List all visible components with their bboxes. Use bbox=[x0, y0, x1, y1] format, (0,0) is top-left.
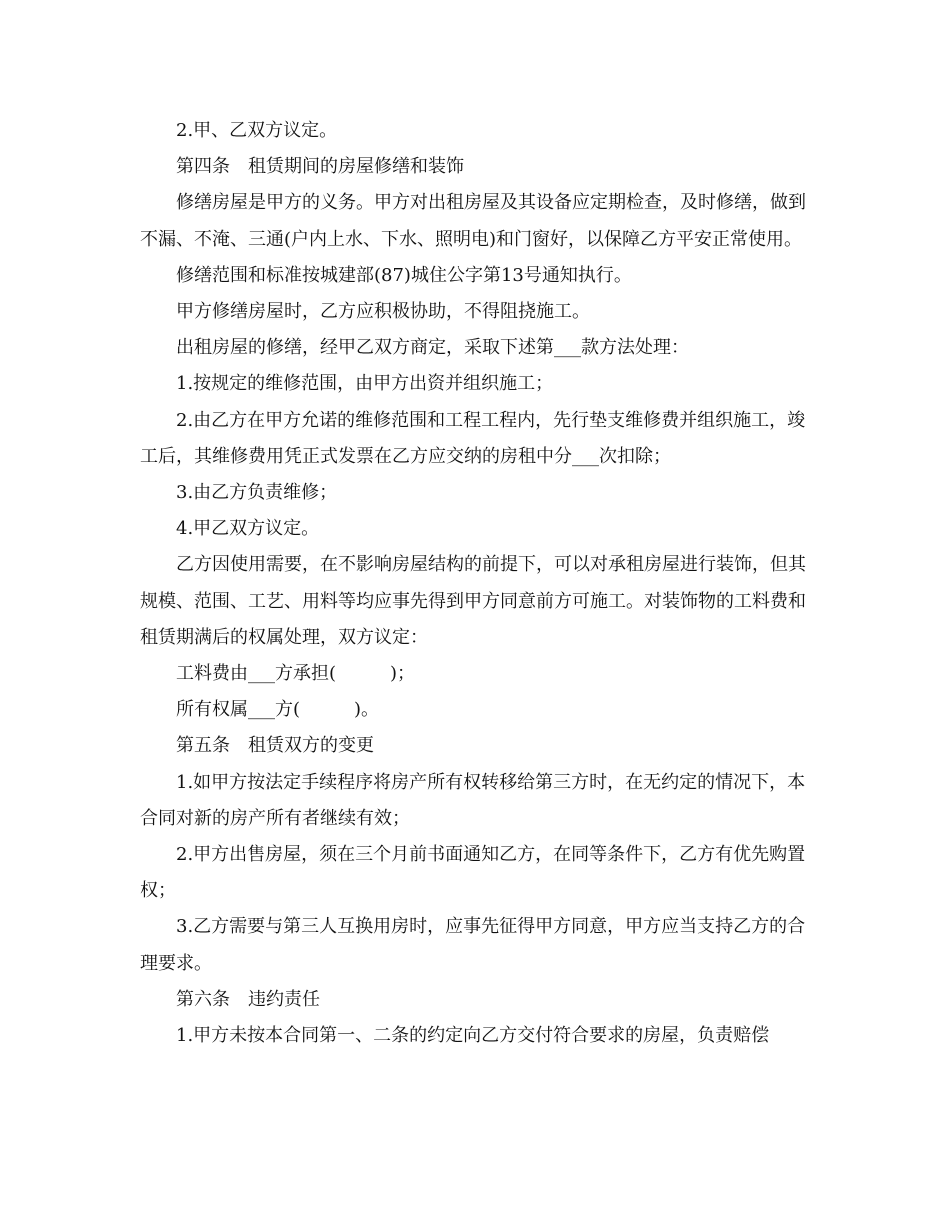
paragraph: 乙方因使用需要，在不影响房屋结构的前提下，可以对承租房屋进行装饰，但其规模、范围、工艺、用料等均应事先得到甲方同意前方可施工。对装饰物的工料费和租赁期满后的权属处理，双方议定： bbox=[140, 554, 806, 648]
paragraph: 修缮房屋是甲方的义务。甲方对出租房屋及其设备应定期检查，及时修缮，做到不漏、不淹、三通(户内上水、下水、照明电)和门窗好，以保障乙方平安正常使用。 bbox=[140, 192, 806, 250]
list-item: 1.按规定的维修范围，由甲方出资并组织施工； bbox=[176, 373, 554, 395]
list-item: 1.如甲方按法定手续程序将房产所有权转移给第三方时，在无约定的情况下，本合同对新的房产所有者继续有效； bbox=[140, 771, 806, 829]
paragraph: 所有权属___方( )。 bbox=[176, 699, 380, 721]
paragraph: 工料费由___方承担( )； bbox=[176, 663, 416, 685]
section-heading: 第五条 租赁双方的变更 bbox=[176, 735, 374, 757]
section-heading: 第六条 违约责任 bbox=[176, 988, 320, 1010]
section-heading: 第四条 租赁期间的房屋修缮和装饰 bbox=[176, 156, 464, 178]
list-item: 3.由乙方负责维修； bbox=[176, 482, 338, 504]
list-item: 1.甲方未按本合同第一、二条的约定向乙方交付符合要求的房屋，负责赔偿 bbox=[176, 1025, 770, 1047]
list-item: 2.由乙方在甲方允诺的维修范围和工程工程内，先行垫支维修费并组织施工，竣工后，其维修费用凭正式发票在乙方应交纳的房租中分___次扣除； bbox=[140, 409, 806, 467]
paragraph: 修缮范围和标准按城建部(87)城住公字第13号通知执行。 bbox=[176, 264, 632, 286]
paragraph: 甲方修缮房屋时，乙方应积极协助，不得阻挠施工。 bbox=[176, 301, 590, 323]
document-body bbox=[140, 113, 815, 1054]
paragraph: 出租房屋的修缮，经甲乙双方商定，采取下述第___款方法处理： bbox=[176, 337, 689, 359]
list-item: 3.乙方需要与第三人互换用房时，应事先征得甲方同意，甲方应当支持乙方的合理要求。 bbox=[140, 916, 806, 974]
list-item: 4.甲乙双方议定。 bbox=[176, 518, 320, 540]
paragraph: 2.甲、乙双方议定。 bbox=[176, 120, 338, 141]
list-item: 2.甲方出售房屋，须在三个月前书面通知乙方，在同等条件下，乙方有优先购置权； bbox=[140, 844, 806, 902]
